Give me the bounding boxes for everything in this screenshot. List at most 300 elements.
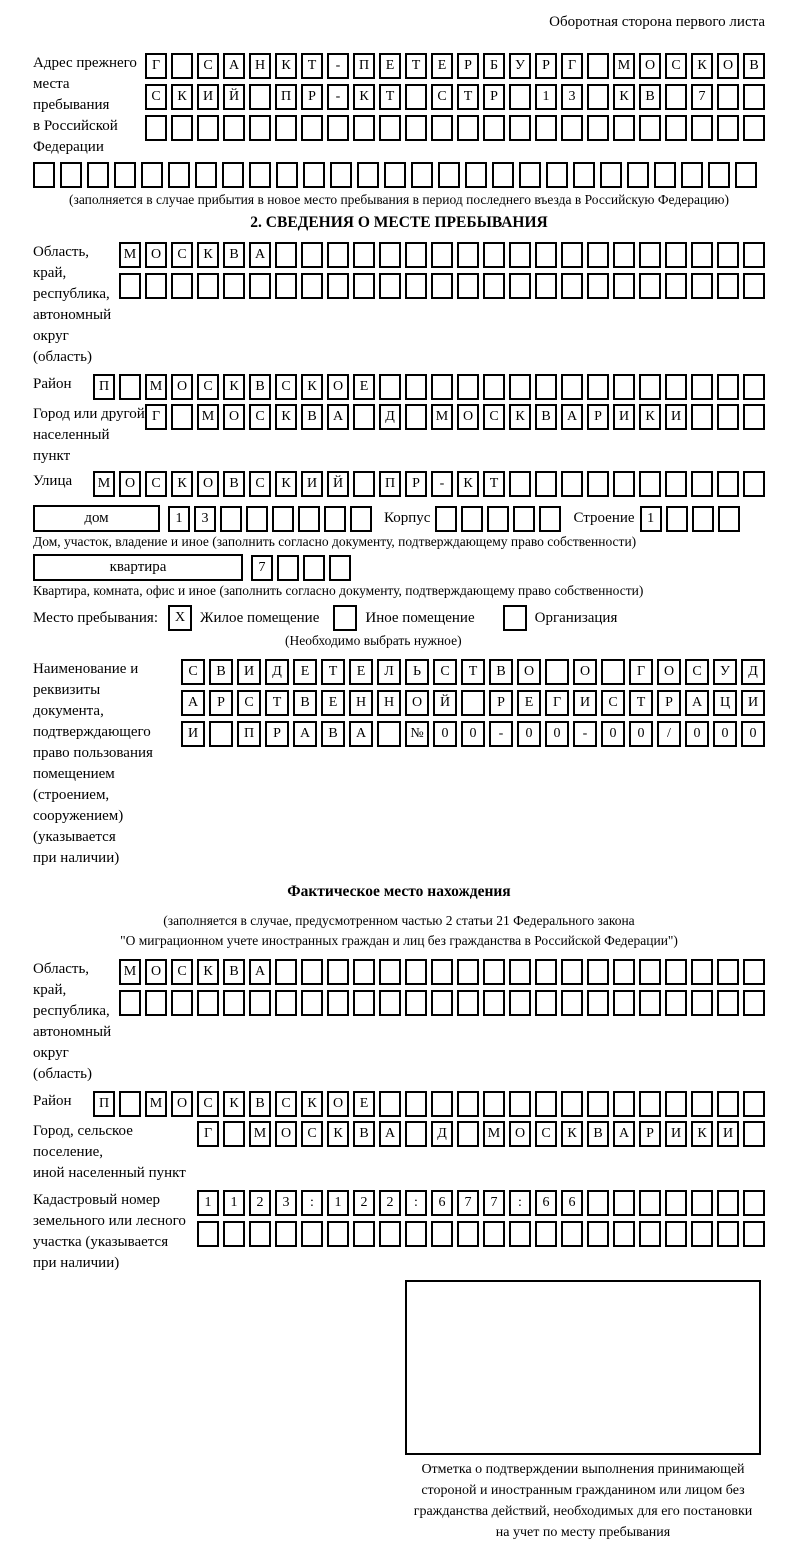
char-box[interactable] bbox=[327, 115, 349, 141]
char-box[interactable]: № bbox=[405, 721, 429, 747]
char-box[interactable] bbox=[145, 990, 167, 1016]
char-box[interactable] bbox=[546, 162, 568, 188]
char-box[interactable]: К bbox=[639, 404, 661, 430]
char-box[interactable] bbox=[691, 242, 713, 268]
char-box[interactable]: - bbox=[573, 721, 597, 747]
char-box[interactable]: 0 bbox=[517, 721, 541, 747]
char-box[interactable] bbox=[587, 242, 609, 268]
char-box[interactable] bbox=[535, 959, 557, 985]
char-box[interactable] bbox=[303, 162, 325, 188]
char-box[interactable] bbox=[483, 990, 505, 1016]
char-box[interactable] bbox=[405, 1221, 427, 1247]
char-box[interactable] bbox=[353, 404, 375, 430]
char-box[interactable] bbox=[587, 1221, 609, 1247]
char-box[interactable] bbox=[405, 1091, 427, 1117]
char-box[interactable] bbox=[561, 959, 583, 985]
char-box[interactable] bbox=[405, 990, 427, 1016]
char-box[interactable] bbox=[717, 1190, 739, 1216]
char-box[interactable] bbox=[743, 374, 765, 400]
char-box[interactable]: М bbox=[145, 1091, 167, 1117]
char-box[interactable] bbox=[431, 1221, 453, 1247]
char-box[interactable] bbox=[431, 374, 453, 400]
char-box[interactable] bbox=[535, 273, 557, 299]
char-box[interactable] bbox=[431, 115, 453, 141]
char-box[interactable]: 1 bbox=[168, 506, 190, 532]
char-box[interactable] bbox=[411, 162, 433, 188]
char-box[interactable] bbox=[509, 273, 531, 299]
char-box[interactable]: Й bbox=[433, 690, 457, 716]
char-box[interactable]: О bbox=[639, 53, 661, 79]
char-box[interactable] bbox=[743, 115, 765, 141]
char-box[interactable] bbox=[535, 1091, 557, 1117]
char-box[interactable] bbox=[329, 555, 351, 581]
char-box[interactable] bbox=[535, 1221, 557, 1247]
char-box[interactable]: С bbox=[237, 690, 261, 716]
char-box[interactable] bbox=[613, 242, 635, 268]
char-box[interactable]: Р bbox=[457, 53, 479, 79]
char-box[interactable] bbox=[666, 506, 688, 532]
char-box[interactable] bbox=[377, 721, 401, 747]
char-box[interactable] bbox=[276, 162, 298, 188]
char-box[interactable]: Г bbox=[145, 404, 167, 430]
char-box[interactable]: К bbox=[327, 1121, 349, 1147]
char-box[interactable] bbox=[535, 115, 557, 141]
char-box[interactable] bbox=[461, 506, 483, 532]
char-box[interactable]: С bbox=[601, 690, 625, 716]
char-box[interactable]: 2 bbox=[353, 1190, 375, 1216]
char-box[interactable] bbox=[327, 1221, 349, 1247]
char-box[interactable] bbox=[197, 1221, 219, 1247]
char-box[interactable] bbox=[639, 273, 661, 299]
char-box[interactable] bbox=[222, 162, 244, 188]
char-box[interactable] bbox=[509, 471, 531, 497]
char-box[interactable]: Н bbox=[377, 690, 401, 716]
char-box[interactable]: - bbox=[327, 53, 349, 79]
char-box[interactable]: О bbox=[573, 659, 597, 685]
char-box[interactable] bbox=[691, 374, 713, 400]
char-box[interactable] bbox=[457, 1091, 479, 1117]
char-box[interactable] bbox=[405, 115, 427, 141]
char-box[interactable] bbox=[197, 990, 219, 1016]
char-box[interactable] bbox=[717, 404, 739, 430]
char-box[interactable] bbox=[379, 1221, 401, 1247]
char-box[interactable]: И bbox=[181, 721, 205, 747]
checkbox-organizatsiya[interactable] bbox=[503, 605, 527, 631]
char-box[interactable]: С bbox=[275, 1091, 297, 1117]
char-box[interactable] bbox=[405, 959, 427, 985]
char-box[interactable] bbox=[492, 162, 514, 188]
char-box[interactable]: И bbox=[573, 690, 597, 716]
char-box[interactable] bbox=[114, 162, 136, 188]
char-box[interactable]: К bbox=[197, 959, 219, 985]
char-box[interactable] bbox=[509, 84, 531, 110]
char-box[interactable]: Ь bbox=[405, 659, 429, 685]
char-box[interactable]: 1 bbox=[197, 1190, 219, 1216]
char-box[interactable] bbox=[379, 959, 401, 985]
char-box[interactable]: С bbox=[433, 659, 457, 685]
char-box[interactable]: С bbox=[431, 84, 453, 110]
char-box[interactable] bbox=[431, 990, 453, 1016]
char-box[interactable]: И bbox=[237, 659, 261, 685]
char-box[interactable]: М bbox=[93, 471, 115, 497]
char-box[interactable]: : bbox=[301, 1190, 323, 1216]
char-box[interactable] bbox=[457, 1221, 479, 1247]
char-box[interactable] bbox=[743, 990, 765, 1016]
char-box[interactable]: Е bbox=[517, 690, 541, 716]
char-box[interactable]: 7 bbox=[251, 555, 273, 581]
char-box[interactable] bbox=[457, 273, 479, 299]
char-box[interactable]: О bbox=[171, 374, 193, 400]
char-box[interactable]: В bbox=[249, 1091, 271, 1117]
char-box[interactable]: П bbox=[379, 471, 401, 497]
char-box[interactable]: 3 bbox=[275, 1190, 297, 1216]
char-box[interactable] bbox=[639, 1221, 661, 1247]
char-box[interactable]: А bbox=[181, 690, 205, 716]
char-box[interactable]: 0 bbox=[461, 721, 485, 747]
char-box[interactable]: С bbox=[171, 959, 193, 985]
char-box[interactable]: К bbox=[301, 374, 323, 400]
char-box[interactable] bbox=[717, 1091, 739, 1117]
char-box[interactable] bbox=[587, 84, 609, 110]
char-box[interactable]: / bbox=[657, 721, 681, 747]
char-box[interactable] bbox=[457, 374, 479, 400]
char-box[interactable]: И bbox=[741, 690, 765, 716]
char-box[interactable]: : bbox=[405, 1190, 427, 1216]
char-box[interactable] bbox=[665, 374, 687, 400]
char-box[interactable]: В bbox=[209, 659, 233, 685]
char-box[interactable] bbox=[717, 471, 739, 497]
char-box[interactable] bbox=[587, 273, 609, 299]
char-box[interactable]: Н bbox=[249, 53, 271, 79]
char-box[interactable]: С bbox=[145, 84, 167, 110]
char-box[interactable] bbox=[639, 471, 661, 497]
char-box[interactable]: В bbox=[353, 1121, 375, 1147]
char-box[interactable] bbox=[665, 1221, 687, 1247]
char-box[interactable]: К bbox=[509, 404, 531, 430]
char-box[interactable]: В bbox=[293, 690, 317, 716]
char-box[interactable]: С bbox=[249, 404, 271, 430]
char-box[interactable] bbox=[379, 115, 401, 141]
char-box[interactable] bbox=[613, 374, 635, 400]
char-box[interactable]: А bbox=[561, 404, 583, 430]
char-box[interactable] bbox=[327, 959, 349, 985]
char-box[interactable] bbox=[405, 84, 427, 110]
char-box[interactable]: Д bbox=[741, 659, 765, 685]
char-box[interactable] bbox=[379, 990, 401, 1016]
char-box[interactable] bbox=[561, 471, 583, 497]
char-box[interactable] bbox=[639, 1091, 661, 1117]
char-box[interactable]: А bbox=[293, 721, 317, 747]
char-box[interactable] bbox=[743, 84, 765, 110]
char-box[interactable] bbox=[405, 404, 427, 430]
char-box[interactable]: Е bbox=[353, 1091, 375, 1117]
char-box[interactable] bbox=[743, 1091, 765, 1117]
char-box[interactable]: Е bbox=[293, 659, 317, 685]
char-box[interactable] bbox=[743, 404, 765, 430]
char-box[interactable]: Г bbox=[545, 690, 569, 716]
char-box[interactable]: Т bbox=[457, 84, 479, 110]
char-box[interactable]: В bbox=[321, 721, 345, 747]
char-box[interactable]: Г bbox=[561, 53, 583, 79]
char-box[interactable]: Д bbox=[379, 404, 401, 430]
char-box[interactable] bbox=[535, 374, 557, 400]
char-box[interactable] bbox=[587, 53, 609, 79]
char-box[interactable]: Г bbox=[145, 53, 167, 79]
char-box[interactable] bbox=[405, 273, 427, 299]
char-box[interactable] bbox=[561, 374, 583, 400]
char-box[interactable] bbox=[277, 555, 299, 581]
char-box[interactable] bbox=[743, 1190, 765, 1216]
char-box[interactable] bbox=[357, 162, 379, 188]
char-box[interactable] bbox=[691, 273, 713, 299]
char-box[interactable]: К bbox=[691, 53, 713, 79]
char-box[interactable] bbox=[330, 162, 352, 188]
char-box[interactable]: С bbox=[197, 53, 219, 79]
char-box[interactable]: 7 bbox=[691, 84, 713, 110]
char-box[interactable]: Е bbox=[431, 53, 453, 79]
char-box[interactable] bbox=[223, 115, 245, 141]
char-box[interactable] bbox=[519, 162, 541, 188]
char-box[interactable] bbox=[717, 990, 739, 1016]
char-box[interactable]: К bbox=[275, 471, 297, 497]
char-box[interactable]: К bbox=[223, 374, 245, 400]
char-box[interactable]: Б bbox=[483, 53, 505, 79]
char-box[interactable] bbox=[639, 990, 661, 1016]
char-box[interactable] bbox=[654, 162, 676, 188]
char-box[interactable]: У bbox=[713, 659, 737, 685]
char-box[interactable] bbox=[249, 990, 271, 1016]
char-box[interactable]: В bbox=[301, 404, 323, 430]
char-box[interactable] bbox=[119, 273, 141, 299]
char-box[interactable] bbox=[587, 374, 609, 400]
char-box[interactable]: К bbox=[171, 471, 193, 497]
char-box[interactable]: К bbox=[197, 242, 219, 268]
char-box[interactable]: С bbox=[665, 53, 687, 79]
char-box[interactable] bbox=[350, 506, 372, 532]
char-box[interactable]: А bbox=[249, 959, 271, 985]
char-box[interactable] bbox=[275, 959, 297, 985]
char-box[interactable]: 1 bbox=[535, 84, 557, 110]
char-box[interactable] bbox=[465, 162, 487, 188]
char-box[interactable] bbox=[691, 1190, 713, 1216]
char-box[interactable] bbox=[561, 1091, 583, 1117]
char-box[interactable] bbox=[405, 242, 427, 268]
char-box[interactable] bbox=[353, 959, 375, 985]
char-box[interactable] bbox=[743, 242, 765, 268]
char-box[interactable]: Й bbox=[327, 471, 349, 497]
char-box[interactable] bbox=[743, 273, 765, 299]
char-box[interactable] bbox=[717, 115, 739, 141]
char-box[interactable]: 6 bbox=[535, 1190, 557, 1216]
char-box[interactable]: Р bbox=[489, 690, 513, 716]
char-box[interactable] bbox=[545, 659, 569, 685]
char-box[interactable]: 0 bbox=[713, 721, 737, 747]
char-box[interactable] bbox=[209, 721, 233, 747]
char-box[interactable]: Е bbox=[321, 690, 345, 716]
char-box[interactable] bbox=[275, 115, 297, 141]
char-box[interactable] bbox=[246, 506, 268, 532]
char-box[interactable]: С bbox=[171, 242, 193, 268]
char-box[interactable]: 1 bbox=[223, 1190, 245, 1216]
char-box[interactable] bbox=[561, 242, 583, 268]
char-box[interactable]: 0 bbox=[545, 721, 569, 747]
char-box[interactable]: С bbox=[301, 1121, 323, 1147]
char-box[interactable]: П bbox=[93, 374, 115, 400]
char-box[interactable]: О bbox=[119, 471, 141, 497]
char-box[interactable] bbox=[691, 959, 713, 985]
char-box[interactable] bbox=[249, 84, 271, 110]
char-box[interactable]: Г bbox=[197, 1121, 219, 1147]
char-box[interactable] bbox=[249, 115, 271, 141]
char-box[interactable]: О bbox=[275, 1121, 297, 1147]
char-box[interactable]: В bbox=[535, 404, 557, 430]
char-box[interactable] bbox=[613, 273, 635, 299]
char-box[interactable]: В bbox=[489, 659, 513, 685]
char-box[interactable]: К bbox=[223, 1091, 245, 1117]
char-box[interactable]: О bbox=[197, 471, 219, 497]
char-box[interactable]: У bbox=[509, 53, 531, 79]
char-box[interactable] bbox=[119, 1091, 141, 1117]
char-box[interactable]: М bbox=[119, 959, 141, 985]
char-box[interactable] bbox=[483, 959, 505, 985]
char-box[interactable]: А bbox=[613, 1121, 635, 1147]
char-box[interactable] bbox=[353, 242, 375, 268]
char-box[interactable]: В bbox=[587, 1121, 609, 1147]
char-box[interactable] bbox=[691, 990, 713, 1016]
char-box[interactable]: О bbox=[171, 1091, 193, 1117]
char-box[interactable] bbox=[509, 1091, 531, 1117]
char-box[interactable] bbox=[639, 115, 661, 141]
char-box[interactable]: 0 bbox=[741, 721, 765, 747]
char-box[interactable]: 2 bbox=[379, 1190, 401, 1216]
char-box[interactable] bbox=[197, 273, 219, 299]
char-box[interactable] bbox=[681, 162, 703, 188]
char-box[interactable] bbox=[691, 1221, 713, 1247]
char-box[interactable] bbox=[717, 374, 739, 400]
char-box[interactable]: В bbox=[223, 242, 245, 268]
char-box[interactable]: О bbox=[145, 242, 167, 268]
char-box[interactable] bbox=[691, 471, 713, 497]
char-box[interactable] bbox=[692, 506, 714, 532]
char-box[interactable] bbox=[435, 506, 457, 532]
char-box[interactable]: С bbox=[685, 659, 709, 685]
char-box[interactable]: А bbox=[327, 404, 349, 430]
char-box[interactable] bbox=[171, 53, 193, 79]
char-box[interactable] bbox=[535, 242, 557, 268]
char-box[interactable] bbox=[743, 959, 765, 985]
char-box[interactable]: Т bbox=[405, 53, 427, 79]
char-box[interactable]: Н bbox=[349, 690, 373, 716]
char-box[interactable] bbox=[438, 162, 460, 188]
char-box[interactable] bbox=[509, 242, 531, 268]
char-box[interactable]: М bbox=[483, 1121, 505, 1147]
char-box[interactable] bbox=[405, 374, 427, 400]
char-box[interactable] bbox=[587, 1091, 609, 1117]
char-box[interactable]: А bbox=[249, 242, 271, 268]
char-box[interactable] bbox=[509, 990, 531, 1016]
char-box[interactable] bbox=[535, 471, 557, 497]
char-box[interactable]: - bbox=[431, 471, 453, 497]
char-box[interactable] bbox=[639, 959, 661, 985]
char-box[interactable] bbox=[145, 273, 167, 299]
char-box[interactable] bbox=[483, 242, 505, 268]
char-box[interactable] bbox=[145, 115, 167, 141]
checkbox-inoe-pomeshchenie[interactable] bbox=[333, 605, 357, 631]
char-box[interactable]: Д bbox=[265, 659, 289, 685]
char-box[interactable]: И bbox=[665, 1121, 687, 1147]
char-box[interactable]: О bbox=[457, 404, 479, 430]
char-box[interactable]: И bbox=[197, 84, 219, 110]
char-box[interactable]: Р bbox=[483, 84, 505, 110]
char-box[interactable] bbox=[303, 555, 325, 581]
char-box[interactable] bbox=[691, 115, 713, 141]
char-box[interactable]: К bbox=[275, 53, 297, 79]
char-box[interactable] bbox=[665, 1091, 687, 1117]
char-box[interactable] bbox=[431, 1091, 453, 1117]
char-box[interactable]: : bbox=[509, 1190, 531, 1216]
char-box[interactable]: К bbox=[613, 84, 635, 110]
char-box[interactable]: Т bbox=[461, 659, 485, 685]
char-box[interactable] bbox=[249, 273, 271, 299]
char-box[interactable] bbox=[539, 506, 561, 532]
char-box[interactable]: К bbox=[171, 84, 193, 110]
char-box[interactable] bbox=[587, 115, 609, 141]
char-box[interactable] bbox=[272, 506, 294, 532]
char-box[interactable] bbox=[171, 404, 193, 430]
char-box[interactable] bbox=[665, 115, 687, 141]
char-box[interactable] bbox=[405, 1121, 427, 1147]
char-box[interactable]: М bbox=[145, 374, 167, 400]
char-box[interactable]: И bbox=[301, 471, 323, 497]
char-box[interactable]: Е bbox=[379, 53, 401, 79]
char-box[interactable]: С bbox=[249, 471, 271, 497]
char-box[interactable] bbox=[223, 1121, 245, 1147]
char-box[interactable] bbox=[483, 115, 505, 141]
char-box[interactable]: С bbox=[197, 374, 219, 400]
char-box[interactable] bbox=[275, 990, 297, 1016]
char-box[interactable]: 0 bbox=[433, 721, 457, 747]
char-box[interactable] bbox=[275, 242, 297, 268]
char-box[interactable]: 1 bbox=[640, 506, 662, 532]
char-box[interactable]: А bbox=[223, 53, 245, 79]
char-box[interactable] bbox=[513, 506, 535, 532]
char-box[interactable] bbox=[324, 506, 346, 532]
char-box[interactable] bbox=[613, 1190, 635, 1216]
char-box[interactable]: М bbox=[431, 404, 453, 430]
char-box[interactable] bbox=[171, 990, 193, 1016]
char-box[interactable]: А bbox=[379, 1121, 401, 1147]
char-box[interactable]: Р bbox=[657, 690, 681, 716]
char-box[interactable]: О bbox=[657, 659, 681, 685]
char-box[interactable]: К bbox=[353, 84, 375, 110]
char-box[interactable]: 0 bbox=[601, 721, 625, 747]
char-box[interactable]: К bbox=[561, 1121, 583, 1147]
char-box[interactable]: С bbox=[145, 471, 167, 497]
char-box[interactable] bbox=[743, 1121, 765, 1147]
char-box[interactable] bbox=[535, 990, 557, 1016]
char-box[interactable] bbox=[431, 242, 453, 268]
char-box[interactable] bbox=[171, 115, 193, 141]
char-box[interactable] bbox=[171, 273, 193, 299]
char-box[interactable]: М bbox=[197, 404, 219, 430]
char-box[interactable] bbox=[691, 1091, 713, 1117]
char-box[interactable] bbox=[168, 162, 190, 188]
char-box[interactable] bbox=[197, 115, 219, 141]
checkbox-zhiloe-pomeshchenie[interactable]: X bbox=[168, 605, 192, 631]
char-box[interactable] bbox=[509, 1221, 531, 1247]
char-box[interactable] bbox=[509, 115, 531, 141]
char-box[interactable] bbox=[665, 273, 687, 299]
